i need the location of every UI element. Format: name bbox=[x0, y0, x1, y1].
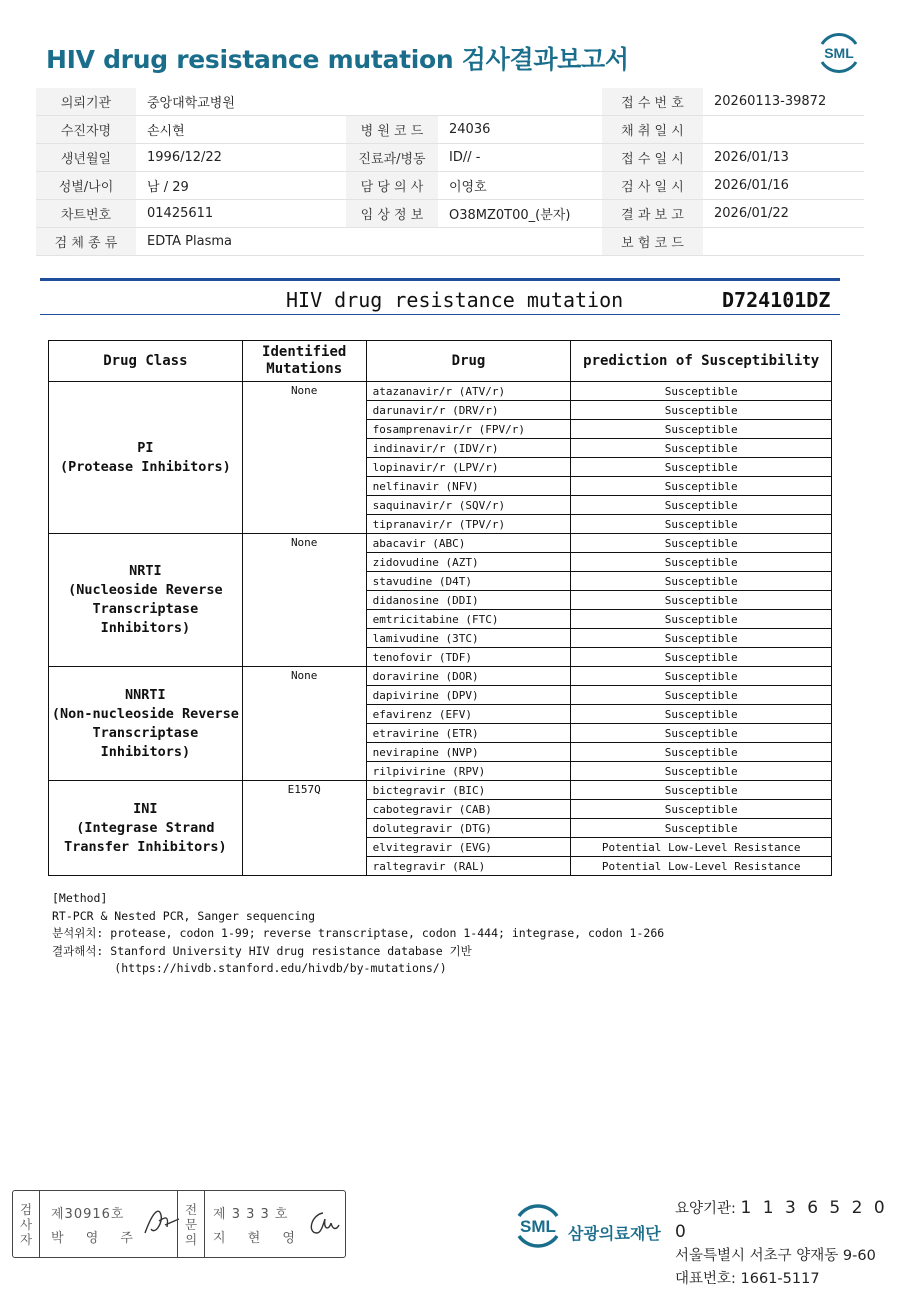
info-label: 생년월일 bbox=[36, 144, 136, 172]
svg-text:SML: SML bbox=[520, 1217, 556, 1236]
prediction-cell: Susceptible bbox=[571, 382, 832, 401]
drug-class-cell: NRTI (Nucleoside Reverse Transcriptase Inhibitors) bbox=[49, 534, 243, 667]
drug-cell: doravirine (DOR) bbox=[366, 667, 571, 686]
prediction-cell: Susceptible bbox=[571, 458, 832, 477]
prediction-cell: Susceptible bbox=[571, 724, 832, 743]
table-row bbox=[49, 382, 832, 401]
org-info-line bbox=[675, 1268, 900, 1291]
drug-cell: abacavir (ABC) bbox=[366, 534, 571, 553]
info-row bbox=[36, 116, 864, 144]
info-value bbox=[703, 228, 864, 256]
mutation-cell: E157Q bbox=[242, 781, 366, 876]
result-table bbox=[48, 340, 832, 876]
section-rule bbox=[40, 278, 840, 281]
drug-cell: tenofovir (TDF) bbox=[366, 648, 571, 667]
drug-class-cell: PI (Protease Inhibitors) bbox=[49, 382, 243, 534]
info-label: 병 원 코 드 bbox=[346, 116, 438, 144]
info-value: 이영호 bbox=[438, 172, 602, 200]
info-value: 1996/12/22 bbox=[136, 144, 346, 172]
info-value: O38MZ0T00_(분자) bbox=[438, 200, 602, 228]
drug-class-cell: INI (Integrase Strand Transfer Inhibitors) bbox=[49, 781, 243, 876]
table-row bbox=[49, 534, 832, 553]
mutation-cell: None bbox=[242, 667, 366, 781]
prediction-cell: Susceptible bbox=[571, 591, 832, 610]
info-value: 01425611 bbox=[136, 200, 346, 228]
mutation-cell: None bbox=[242, 534, 366, 667]
method-line: RT-PCR & Nested PCR, Sanger sequencing bbox=[52, 908, 316, 923]
patient-info-table bbox=[36, 88, 864, 256]
column-header: Drug Class bbox=[49, 341, 243, 382]
org-info-line bbox=[675, 1197, 900, 1245]
prediction-cell: Susceptible bbox=[571, 515, 832, 534]
info-value: 2026/01/13 bbox=[703, 144, 864, 172]
prediction-cell: Susceptible bbox=[571, 401, 832, 420]
org-info-label: 요양기관: bbox=[675, 1201, 741, 1217]
column-header: Identified Mutations bbox=[242, 341, 366, 382]
drug-cell: lopinavir/r (LPV/r) bbox=[366, 458, 571, 477]
info-value: ID// - bbox=[438, 144, 602, 172]
specialist-license: 제 3 3 3 호 bbox=[213, 1207, 289, 1222]
prediction-cell: Susceptible bbox=[571, 762, 832, 781]
org-info bbox=[675, 1197, 900, 1291]
drug-cell: atazanavir/r (ATV/r) bbox=[366, 382, 571, 401]
prediction-cell: Susceptible bbox=[571, 667, 832, 686]
method-line: 결과해석: Stanford University HIV drug resistance database 기반 bbox=[52, 943, 472, 958]
vertical-char: 전 bbox=[184, 1201, 198, 1217]
sml-footer-logo-icon bbox=[512, 1200, 564, 1252]
info-label: 결 과 보 고 bbox=[602, 200, 703, 228]
method-line: [Method] bbox=[52, 891, 108, 905]
prediction-cell: Susceptible bbox=[571, 610, 832, 629]
prediction-cell: Susceptible bbox=[571, 553, 832, 572]
prediction-cell: Susceptible bbox=[571, 420, 832, 439]
drug-cell: etravirine (ETR) bbox=[366, 724, 571, 743]
prediction-cell: Susceptible bbox=[571, 781, 832, 800]
column-header: prediction of Susceptibility bbox=[571, 341, 832, 382]
prediction-cell: Susceptible bbox=[571, 819, 832, 838]
info-label: 의뢰기관 bbox=[36, 88, 136, 116]
drug-cell: tipranavir/r (TPV/r) bbox=[366, 515, 571, 534]
inspector-license: 제30916호 bbox=[51, 1207, 125, 1222]
info-label: 채 취 일 시 bbox=[602, 116, 703, 144]
org-info-line bbox=[675, 1245, 900, 1268]
drug-cell: fosamprenavir/r (FPV/r) bbox=[366, 420, 571, 439]
vertical-char: 의 bbox=[184, 1231, 198, 1247]
method-line: 분석위치: protease, codon 1-99; reverse transcriptase, codon 1-444; integrase, codon 1-266 bbox=[52, 926, 665, 940]
info-value: 남 / 29 bbox=[136, 172, 346, 200]
column-header: Drug bbox=[366, 341, 571, 382]
org-name: 삼광의료재단 bbox=[568, 1224, 661, 1243]
info-label: 차트번호 bbox=[36, 200, 136, 228]
org-info-label: 대표번호: bbox=[675, 1271, 741, 1287]
info-label: 진료과/병동 bbox=[346, 144, 438, 172]
info-value: 중앙대학교병원 bbox=[136, 88, 602, 116]
signature-box bbox=[12, 1190, 346, 1258]
info-row bbox=[36, 200, 864, 228]
prediction-cell: Susceptible bbox=[571, 496, 832, 515]
prediction-cell: Susceptible bbox=[571, 648, 832, 667]
drug-cell: lamivudine (3TC) bbox=[366, 629, 571, 648]
info-row bbox=[36, 172, 864, 200]
info-value: 손시현 bbox=[136, 116, 346, 144]
prediction-cell: Susceptible bbox=[571, 572, 832, 591]
drug-cell: dolutegravir (DTG) bbox=[366, 819, 571, 838]
drug-cell: rilpivirine (RPV) bbox=[366, 762, 571, 781]
vertical-char: 문 bbox=[184, 1216, 198, 1232]
specialist-signature-icon bbox=[303, 1205, 343, 1239]
specialist-label bbox=[177, 1191, 205, 1257]
org-info-value: 1661-5117 bbox=[740, 1271, 820, 1287]
prediction-cell: Potential Low-Level Resistance bbox=[571, 857, 832, 876]
drug-cell: nevirapine (NVP) bbox=[366, 743, 571, 762]
info-value bbox=[703, 116, 864, 144]
drug-cell: saquinavir/r (SQV/r) bbox=[366, 496, 571, 515]
info-label: 접 수 번 호 bbox=[602, 88, 703, 116]
info-value: 2026/01/22 bbox=[703, 200, 864, 228]
drug-cell: darunavir/r (DRV/r) bbox=[366, 401, 571, 420]
svg-text:SML: SML bbox=[824, 45, 854, 61]
inspector-label bbox=[13, 1191, 40, 1257]
drug-cell: dapivirine (DPV) bbox=[366, 686, 571, 705]
drug-class-cell: NNRTI (Non-nucleoside Reverse Transcriptase Inhibitors) bbox=[49, 667, 243, 781]
drug-cell: stavudine (D4T) bbox=[366, 572, 571, 591]
drug-cell: zidovudine (AZT) bbox=[366, 553, 571, 572]
drug-cell: efavirenz (EFV) bbox=[366, 705, 571, 724]
info-label: 수진자명 bbox=[36, 116, 136, 144]
method-notes bbox=[52, 890, 664, 978]
drug-cell: indinavir/r (IDV/r) bbox=[366, 439, 571, 458]
info-row bbox=[36, 144, 864, 172]
info-value: EDTA Plasma bbox=[136, 228, 602, 256]
report-title: HIV drug resistance mutation 검사결과보고서 bbox=[46, 45, 629, 74]
drug-cell: didanosine (DDI) bbox=[366, 591, 571, 610]
table-row bbox=[49, 667, 832, 686]
report-code: D724101DZ bbox=[722, 288, 831, 312]
prediction-cell: Susceptible bbox=[571, 629, 832, 648]
specialist-name: 지 현 영 bbox=[213, 1231, 304, 1246]
drug-cell: nelfinavir (NFV) bbox=[366, 477, 571, 496]
drug-cell: raltegravir (RAL) bbox=[366, 857, 571, 876]
info-label: 검 사 일 시 bbox=[602, 172, 703, 200]
drug-cell: elvitegravir (EVG) bbox=[366, 838, 571, 857]
prediction-cell: Susceptible bbox=[571, 743, 832, 762]
info-label: 접 수 일 시 bbox=[602, 144, 703, 172]
drug-cell: bictegravir (BIC) bbox=[366, 781, 571, 800]
info-value: 20260113-39872 bbox=[703, 88, 864, 116]
info-row bbox=[36, 228, 864, 256]
vertical-char: 검 bbox=[19, 1201, 33, 1217]
info-value: 2026/01/16 bbox=[703, 172, 864, 200]
method-line: (https://hivdb.stanford.edu/hivdb/by-mutations/) bbox=[52, 961, 447, 975]
inspector-name: 박 영 주 bbox=[51, 1231, 142, 1246]
table-row bbox=[49, 781, 832, 800]
vertical-char: 사 bbox=[19, 1216, 33, 1232]
prediction-cell: Susceptible bbox=[571, 439, 832, 458]
sml-logo-icon bbox=[816, 30, 862, 76]
info-label: 검 체 종 류 bbox=[36, 228, 136, 256]
prediction-cell: Susceptible bbox=[571, 477, 832, 496]
vertical-char: 자 bbox=[19, 1231, 33, 1247]
info-label: 임 상 정 보 bbox=[346, 200, 438, 228]
info-value: 24036 bbox=[438, 116, 602, 144]
drug-cell: emtricitabine (FTC) bbox=[366, 610, 571, 629]
prediction-cell: Potential Low-Level Resistance bbox=[571, 838, 832, 857]
prediction-cell: Susceptible bbox=[571, 686, 832, 705]
drug-cell: cabotegravir (CAB) bbox=[366, 800, 571, 819]
org-info-value: 1 1 3 6 5 2 0 0 bbox=[675, 1198, 888, 1242]
mutation-cell: None bbox=[242, 382, 366, 534]
prediction-cell: Susceptible bbox=[571, 800, 832, 819]
info-label: 담 당 의 사 bbox=[346, 172, 438, 200]
info-label: 성별/나이 bbox=[36, 172, 136, 200]
section-rule-thin bbox=[40, 314, 840, 315]
prediction-cell: Susceptible bbox=[571, 705, 832, 724]
report-subtitle: HIV drug resistance mutation bbox=[286, 288, 624, 312]
info-row bbox=[36, 88, 864, 116]
prediction-cell: Susceptible bbox=[571, 534, 832, 553]
org-info-value: 서울특별시 서초구 양재동 9-60 bbox=[675, 1248, 876, 1264]
info-label: 보 험 코 드 bbox=[602, 228, 703, 256]
